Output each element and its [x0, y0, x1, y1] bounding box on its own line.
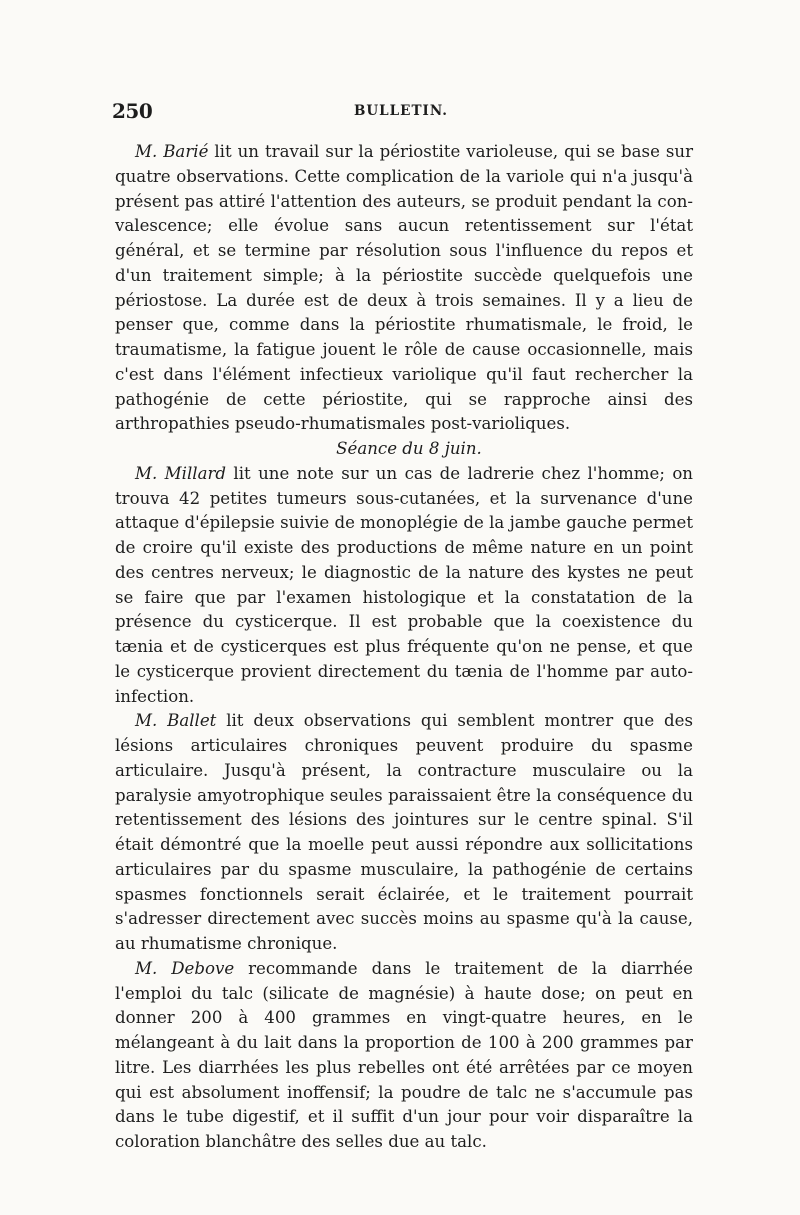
speaker-name: M. Ballet [135, 711, 217, 731]
page-header [112, 99, 692, 125]
page-number: 250 [112, 99, 153, 123]
paragraph-text: lit une note sur un cas de ladrerie chez l'homme; on trouva 42 petites tumeurs sous-cutanées, et la survenance d'une attaque d'épilepsie suivie de monoplégie de la jambe gauche permet de croire qu'il existe des productions de même nature en un point des centres nerveux; le diagnostic de la nature des kystes ne peut se faire que par l'examen histologique et la constatation de la présence du cysticerque. Il est probable que la coexistence du tænia et de cysticerques est plus fréquente qu'on ne pense, et que le cysticerque provient directement du tænia de l'homme par auto-infection. [115, 463, 693, 706]
paragraph-barie [115, 140, 693, 437]
speaker-name: M. Millard [135, 463, 227, 483]
body-text [115, 140, 693, 1155]
running-title: BULLETIN. [354, 103, 448, 119]
paragraph-millard [115, 462, 693, 710]
speaker-name: M. Barié [135, 142, 209, 161]
speaker-name: M. Debove [135, 958, 235, 978]
paragraph-ballet [115, 709, 693, 957]
paragraph-text: lit un travail sur la périostite varioleuse, qui se base sur quatre observations. Cette complication de la variole qui n'a jusqu'à présent pas attiré l'attention des auteurs, se produit pendant la convalescence; elle évolue sans aucun retentissement sur l'état général, et se termine par résolution sous l'influence du repos et d'un traitement simple; à la périostite succède quelquefois une périostose. La durée est de deux à trois semaines. Il y a lieu de penser que, comme dans la périostite rhumatismale, le froid, le traumatisme, la fatigue jouent le rôle de cause occasionnelle, mais c'est dans l'élément infectieux variolique qu'il faut rechercher la pathogénie de cette périostite, qui se rapproche ainsi des arthropathies pseudo-rhumatismales post-varioliques. [115, 142, 693, 434]
session-heading: Séance du 8 juin. [336, 439, 482, 458]
paragraph-text: recommande dans le traitement de la diarrhée l'emploi du talc (silicate de magnésie) à haute dose; on peut en donner 200 à 400 grammes en vingt-quatre heures, en le mélangeant à du lait dans la proportion de 100 à 200 grammes par litre. Les diarrhées les plus rebelles ont été arrêtées par ce moyen qui est absolument inoffensif; la poudre de talc ne s'accumule pas dans le tube digestif, et il suffit d'un jour pour voir disparaître la coloration blanchâtre des selles due au talc. [115, 958, 693, 1151]
paragraph-text: lit deux observations qui semblent montrer que des lésions articulaires chroniques peuvent produire du spasme articulaire. Jusqu'à présent, la contracture musculaire ou la paralysie amyotrophique seules paraissaient être la conséquence du retentissement des lésions des jointures sur le centre spinal. S'il était démontré que la moelle peut aussi répondre aux sollicitations articulaires par du spasme musculaire, la pathogénie de certains spasmes fonctionnels serait éclairée, et le traitement pourrait s'adresser directement avec succès moins au spasme qu'à la cause, au rhumatisme chronique. [115, 711, 693, 953]
paragraph-debove [115, 957, 693, 1155]
